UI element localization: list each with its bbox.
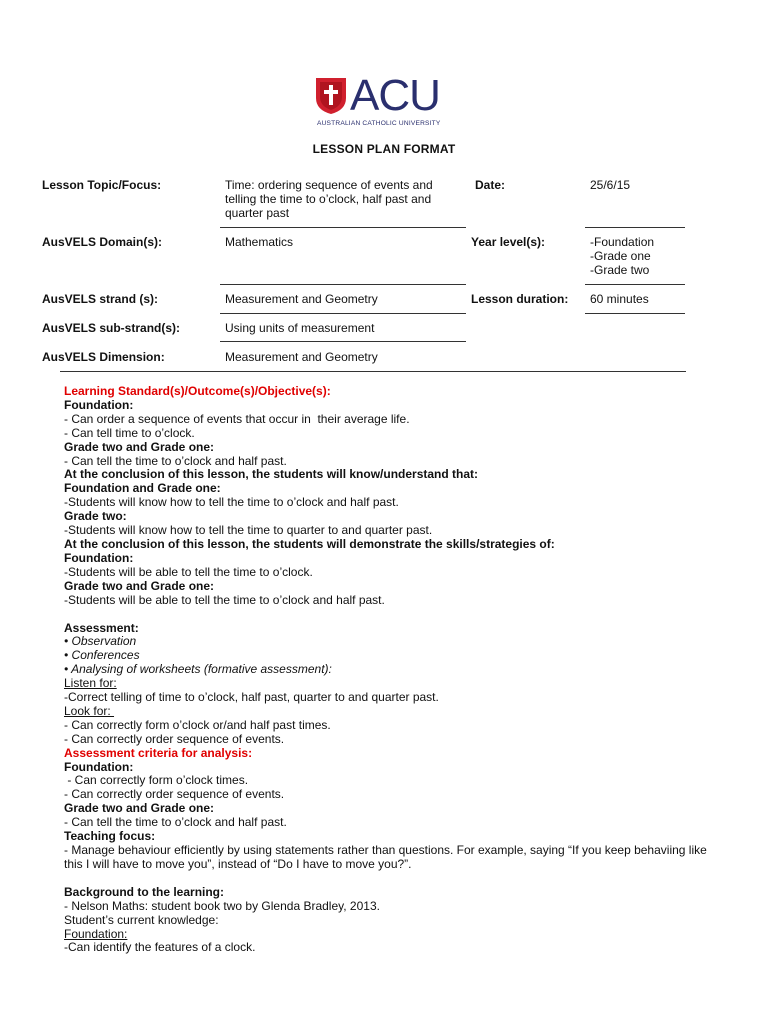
- spacer: [64, 872, 724, 886]
- skill-item: -Students will be able to tell the time to o’clock and half past.: [64, 592, 385, 607]
- substrand-label: AusVELS sub-strand(s):: [42, 321, 181, 335]
- assessment-heading: Assessment:: [64, 620, 139, 635]
- background-item: - Nelson Maths: student book two by Glenda Bradley, 2013.: [64, 898, 380, 913]
- dimension-value: Measurement and Geometry: [225, 350, 378, 364]
- subheading: Foundation:: [64, 759, 134, 774]
- objective-item: - Can tell the time to o’clock and half past.: [64, 453, 287, 468]
- criteria-item: - Can correctly form o’clock times.: [64, 773, 249, 788]
- objectives-heading: Learning Standard(s)/Outcome(s)/Objective(s):: [64, 384, 331, 398]
- look-item: - Can correctly form o’clock or/and half past times.: [64, 717, 331, 732]
- year-level-value: -Grade two: [590, 263, 650, 277]
- dimension-label: AusVELS Dimension:: [42, 350, 165, 364]
- divider: [585, 313, 685, 314]
- table-bottom-rule: [60, 371, 686, 372]
- know-item: -Students will know how to tell the time to quarter to and quarter past.: [64, 523, 433, 538]
- assessment-item: • Conferences: [64, 648, 140, 663]
- background-item: -Can identify the features of a clock.: [64, 940, 256, 955]
- acu-logo: [316, 71, 466, 130]
- subheading: Foundation:: [64, 550, 134, 565]
- duration-value: 60 minutes: [590, 292, 649, 306]
- subheading: Foundation:: [64, 397, 134, 412]
- listen-item: -Correct telling of time to o’clock, half past, quarter to and quarter past.: [64, 690, 439, 705]
- divider: [220, 341, 466, 342]
- topic-label: Lesson Topic/Focus:: [42, 178, 162, 192]
- duration-label: Lesson duration:: [471, 292, 569, 306]
- substrand-value: Using units of measurement: [225, 321, 375, 335]
- logo-wordmark: ACU: [350, 71, 440, 120]
- date-value: 25/6/15: [590, 178, 631, 192]
- background-foundation-label: Foundation:: [64, 926, 128, 941]
- year-level-label: Year level(s):: [471, 235, 546, 249]
- divider: [585, 284, 685, 285]
- look-item: - Can correctly order sequence of events.: [64, 731, 285, 746]
- look-for-label: Look for:: [64, 703, 115, 718]
- know-item: -Students will know how to tell the time to o’clock and half past.: [64, 495, 399, 510]
- divider: [220, 227, 466, 228]
- assessment-item: • Observation: [64, 634, 137, 649]
- spacer: [64, 608, 724, 622]
- objective-item: - Can order a sequence of events that occur in their average life.: [64, 411, 410, 426]
- skill-item: -Students will be able to tell the time to o’clock.: [64, 564, 313, 579]
- page-title: LESSON PLAN FORMAT: [312, 142, 456, 156]
- assessment-item: • Analysing of worksheets (formative assessment):: [64, 662, 332, 677]
- date-label: Date:: [475, 178, 506, 192]
- domain-label: AusVELS Domain(s):: [42, 235, 163, 249]
- criteria-heading: Assessment criteria for analysis:: [64, 745, 253, 760]
- teaching-focus-heading: Teaching focus:: [64, 829, 156, 844]
- subheading: At the conclusion of this lesson, the students will know/understand that:: [64, 467, 479, 482]
- year-level-value: -Grade one: [590, 249, 651, 263]
- year-level-value: -Foundation: [590, 235, 655, 249]
- lesson-content: [64, 385, 724, 955]
- subheading: Grade two and Grade one:: [64, 801, 215, 816]
- subheading: At the conclusion of this lesson, the students will demonstrate the skills/strategies of:: [64, 536, 555, 551]
- topic-value: Time: ordering sequence of events and telling the time to o’clock, half past and quarter past: [225, 178, 433, 220]
- divider: [220, 313, 466, 314]
- shield-icon: [316, 78, 346, 114]
- subheading: Grade two and Grade one:: [64, 578, 215, 593]
- background-item: Student’s current knowledge:: [64, 912, 219, 927]
- subheading: Grade two and Grade one:: [64, 439, 215, 454]
- divider: [220, 284, 466, 285]
- background-heading: Background to the learning:: [64, 884, 225, 899]
- domain-value: Mathematics: [225, 235, 294, 249]
- focus-item: - Manage behaviour efficiently by using statements rather than questions. For example, saying “If you keep behaviing like this I will have to move you”, instead of “Do I have to move you?”.: [64, 843, 711, 871]
- logo-subtitle: AUSTRALIAN CATHOLIC UNIVERSITY: [317, 120, 441, 127]
- objective-item: - Can tell time to o’clock.: [64, 425, 195, 440]
- listen-for-label: Listen for:: [64, 676, 117, 691]
- strand-value: Measurement and Geometry: [225, 292, 378, 306]
- criteria-item: - Can tell the time to o’clock and half past.: [64, 815, 287, 830]
- criteria-item: - Can correctly order sequence of events.: [64, 787, 285, 802]
- subheading: Foundation and Grade one:: [64, 481, 221, 496]
- strand-label: AusVELS strand (s):: [42, 292, 159, 306]
- divider: [585, 227, 685, 228]
- subheading: Grade two:: [64, 509, 127, 524]
